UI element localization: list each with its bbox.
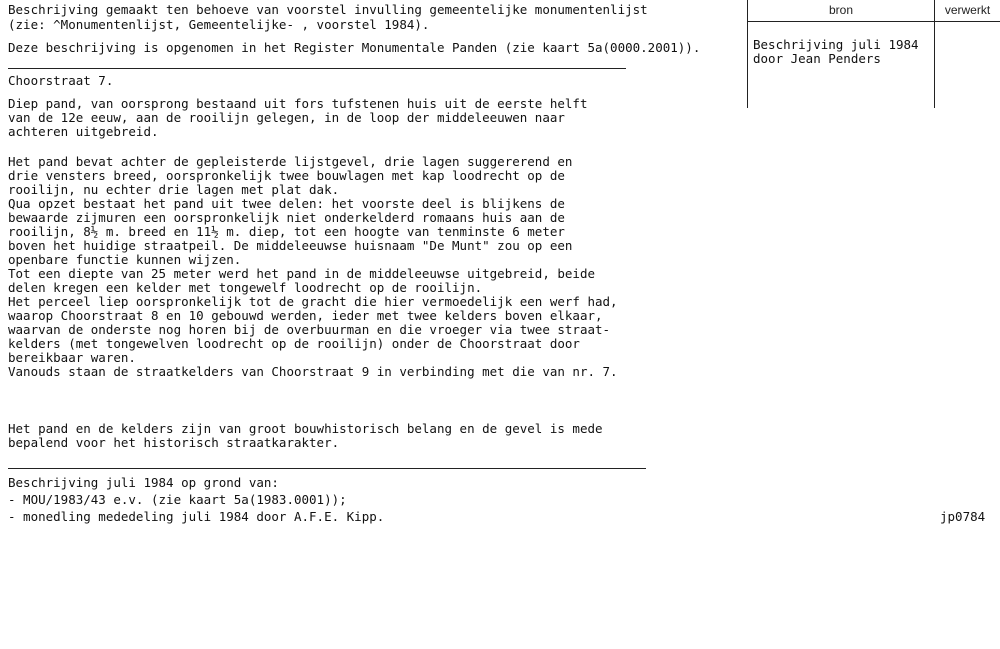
text-line: delen kregen een kelder met tongewelf loodrecht op de rooilijn. bbox=[8, 280, 483, 295]
footer-line-1: Beschrijving juli 1984 op grond van: bbox=[8, 475, 279, 490]
footer-line-2: - MOU/1983/43 e.v. (zie kaart 5a(1983.0001)); bbox=[8, 492, 347, 507]
text-line: waarop Choorstraat 8 en 10 gebouwd werden, ieder met twee kelders boven elkaar, bbox=[8, 308, 603, 323]
document-code: jp0784 bbox=[940, 509, 986, 524]
text-line: bewaarde zijmuren een oorspronkelijk niet onderkelderd romaans huis aan de bbox=[8, 210, 565, 225]
paragraph-2 bbox=[8, 155, 618, 379]
text-line: rooilijn, nu echter drie lagen met plat dak. bbox=[8, 182, 340, 197]
text-line: bepalend voor het historisch straatkarakter. bbox=[8, 435, 340, 450]
text-line: achteren uitgebreid. bbox=[8, 124, 159, 139]
footer-divider bbox=[8, 468, 646, 469]
text-line: Qua opzet bestaat het pand uit twee delen: het voorste deel is blijkens de bbox=[8, 196, 565, 211]
column-header-rule bbox=[747, 21, 1000, 22]
source-note-line-1: Beschrijving juli 1984 bbox=[753, 37, 919, 52]
text-line: boven het huidige straatpeil. De middeleeuwse huisnaam "De Munt" zou op een bbox=[8, 238, 573, 253]
text-line: bereikbaar waren. bbox=[8, 350, 136, 365]
text-line: van de 12e eeuw, aan de rooilijn gelegen, in de loop der middeleeuwen naar bbox=[8, 110, 565, 125]
text-line: Het perceel liep oorspronkelijk tot de gracht die hier vermoedelijk een werf had, bbox=[8, 294, 618, 309]
header-line-1: Beschrijving gemaakt ten behoeve van voorstel invulling gemeentelijke monumentenlijst bbox=[8, 2, 648, 17]
text-line: openbare functie kunnen wijzen. bbox=[8, 252, 242, 267]
address-heading: Choorstraat 7. bbox=[8, 73, 114, 88]
column-header-bron: bron bbox=[828, 3, 854, 17]
header-line-2: (zie: ^Monumentenlijst, Gemeentelijke- , voorstel 1984). bbox=[8, 17, 430, 32]
paragraph-3 bbox=[8, 422, 603, 450]
text-line: Diep pand, van oorsprong bestaand uit fors tufstenen huis uit de eerste helft bbox=[8, 96, 588, 111]
text-line: drie vensters breed, oorspronkelijk twee bouwlagen met kap loodrecht op de bbox=[8, 168, 565, 183]
text-line: kelders (met tongewelven loodrecht op de rooilijn) onder de Choorstraat door bbox=[8, 336, 580, 351]
text-line: rooilijn, 8½ m. breed en 11½ m. diep, tot een hoogte van tenminste 6 meter bbox=[8, 224, 565, 239]
footer-line-3: - monedling mededeling juli 1984 door A.F.E. Kipp. bbox=[8, 509, 385, 524]
text-line: Vanouds staan de straatkelders van Choorstraat 9 in verbinding met die van nr. 7. bbox=[8, 364, 618, 379]
text-line: waarvan de onderste nog horen bij de overbuurman en die vroeger via twee straat- bbox=[8, 322, 611, 337]
text-line: Het pand bevat achter de gepleisterde lijstgevel, drie lagen suggererend en bbox=[8, 154, 573, 169]
text-line: Het pand en de kelders zijn van groot bouwhistorisch belang en de gevel is mede bbox=[8, 421, 603, 436]
source-note-line-2: door Jean Penders bbox=[753, 51, 881, 66]
text-line: Tot een diepte van 25 meter werd het pand in de middeleeuwse uitgebreid, beide bbox=[8, 266, 595, 281]
column-header-verwerkt: verwerkt bbox=[944, 3, 991, 17]
paragraph-1 bbox=[8, 97, 587, 139]
header-line-3: Deze beschrijving is opgenomen in het Register Monumentale Panden (zie kaart 5a(0000.2001)). bbox=[8, 40, 701, 55]
header-divider bbox=[8, 68, 626, 69]
